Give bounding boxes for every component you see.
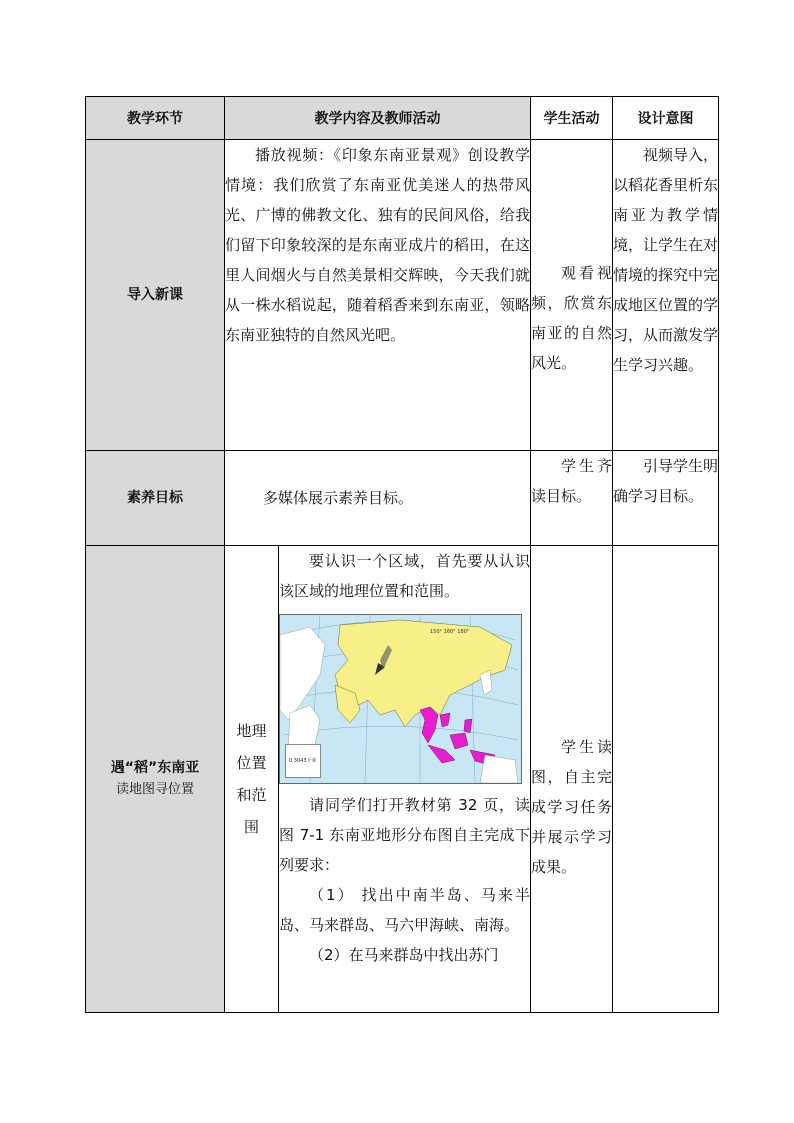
header-content: 教学内容及教师活动 (225, 97, 531, 140)
student-intro-text: 观看视频，欣赏东南亚的自然风光。 (531, 264, 612, 372)
content-location (279, 546, 531, 1013)
student-intro (531, 140, 613, 451)
stage-intro: 导入新课 (86, 140, 225, 451)
intent-location (613, 546, 719, 1013)
header-stage: 教学环节 (86, 97, 225, 140)
map-scale-bar: 0 3043千米 (285, 744, 321, 778)
student-goals-text: 学生齐读目标。 (531, 457, 612, 505)
content-goals-text: 多媒体展示素养目标。 (263, 489, 414, 507)
row-location (86, 546, 719, 1013)
intent-intro-text: 视频导入，以稻花香里析东南亚为教学情境，让学生在对情境的探究中完成地区位置的学习，从而激发学生学习兴趣。 (613, 146, 719, 374)
student-location-text: 学生读图，自主完成学习任务并展示学习成果。 (531, 738, 612, 876)
intent-goals-text: 引导学生明确学习目标。 (613, 457, 719, 505)
map-top-label: 150° 160° 180° (430, 629, 470, 635)
row-goals (86, 451, 719, 546)
topic-location: 地理位置和范围 (225, 546, 279, 1013)
header-student: 学生活动 (531, 97, 613, 140)
stage-location (86, 546, 225, 1013)
content-location-item1: （1） 找出中南半岛、马来半岛、马来群岛、马六甲海峡、南海。 (279, 886, 530, 934)
asia-map-image (279, 614, 522, 784)
header-intent: 设计意图 (613, 97, 719, 140)
content-location-task: 请同学们打开教材第 32 页，读图 7-1 东南亚地形分布图自主完成下列要求： (279, 796, 530, 874)
student-location (531, 546, 613, 1013)
content-goals (225, 451, 531, 546)
content-location-item2: （2）在马来群岛中找出苏门 (309, 946, 499, 964)
stage-goals: 素养目标 (86, 451, 225, 546)
lesson-plan-table (85, 96, 719, 1013)
row-intro (86, 140, 719, 451)
intent-goals (613, 451, 719, 546)
intent-intro (613, 140, 719, 451)
content-intro (225, 140, 531, 451)
header-row (86, 97, 719, 140)
content-location-intro: 要认识一个区域，首先要从认识该区域的地理位置和范围。 (279, 552, 530, 600)
content-intro-text: 播放视频：《印象东南亚景观》创设教学情境：我们欣赏了东南亚优美迷人的热带风光、广博的佛教文化、独有的民间风俗，给我们留下印象较深的是东南亚成片的稻田，在这里人间烟火与自然美景相交辉映，今天我们就从一株水稻说起，随着稻香来到东南亚，领略东南亚独特的自然风光吧。 (225, 146, 530, 344)
stage-location-title: 遇“稻”东南亚 (110, 760, 200, 776)
student-goals (531, 451, 613, 546)
stage-location-sub: 读地图寻位置 (115, 782, 194, 797)
